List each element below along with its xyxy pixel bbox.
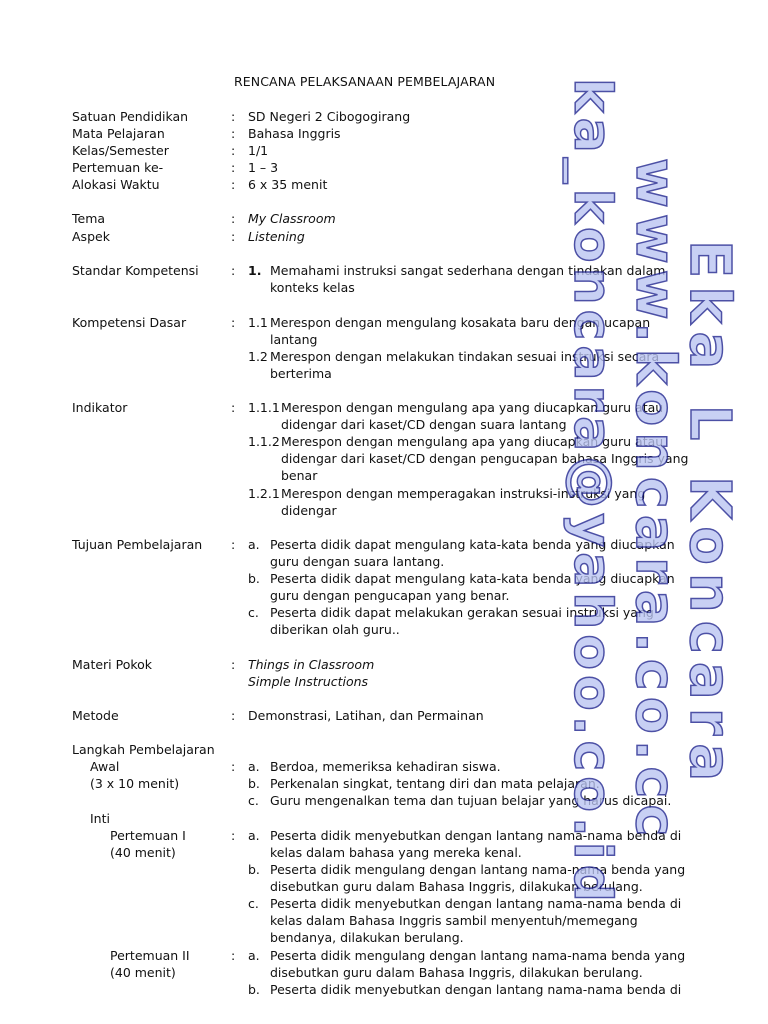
kd-label: Kompetensi Dasar: [72, 315, 187, 330]
alokasi-value: 6 x 35 menit: [248, 177, 328, 192]
standar-label: Standar Kompetensi: [72, 263, 199, 278]
item-letter: b.: [248, 776, 260, 791]
colon: :: [231, 109, 236, 124]
item-line: Perkenalan singkat, tentang diri dan mata pelajaran.: [270, 776, 600, 791]
colon: :: [231, 759, 236, 774]
item-line: Merespon dengan memperagakan instruksi-instruksi yang: [281, 486, 646, 501]
awal-time: (3 x 10 menit): [90, 776, 180, 791]
indikator-label: Indikator: [72, 400, 128, 415]
pertemuan-label: Pertemuan ke-: [72, 160, 164, 175]
kd-item: [248, 348, 659, 382]
item-letter: c.: [248, 896, 259, 911]
item-line: disebutkan guru dalam Bahasa Inggris, dilakukan berulang.: [270, 879, 643, 894]
item-letter: a.: [248, 948, 260, 963]
satuan-label: Satuan Pendidikan: [72, 109, 189, 124]
mapel-label: Mata Pelajaran: [72, 126, 165, 141]
aspek-value: Listening: [248, 229, 305, 244]
item-number: 1.1: [248, 315, 268, 330]
colon: :: [231, 657, 236, 672]
tujuan-item: [248, 570, 675, 604]
tema-label: Tema: [72, 211, 106, 226]
item-line: Peserta didik mengulang dengan lantang nama-nama benda yang: [270, 862, 686, 877]
tema-value: My Classroom: [248, 211, 336, 226]
item-number: 1.1.1: [248, 400, 280, 415]
item-letter: a.: [248, 828, 260, 843]
item-line: lantang: [270, 332, 318, 347]
item-line: berterima: [270, 366, 332, 381]
mapel-value: Bahasa Inggris: [248, 126, 341, 141]
item-line: Peserta didik dapat mengulang kata-kata benda yang diucapkan: [270, 571, 675, 586]
colon: :: [231, 828, 236, 843]
item-line: disebutkan guru dalam Bahasa Inggris, dilakukan berulang.: [270, 965, 643, 980]
item-line: Peserta didik menyebutkan dengan lantang nama-nama benda di: [270, 896, 682, 911]
colon: :: [231, 263, 236, 278]
colon: :: [231, 126, 236, 141]
awal-item: [248, 792, 671, 809]
item-line: Peserta didik menyebutkan dengan lantang nama-nama benda di: [270, 982, 682, 997]
pertemuan1-label: Pertemuan I: [110, 828, 186, 843]
materi-label: Materi Pokok: [72, 657, 153, 672]
pertemuan-value: 1 – 3: [248, 160, 279, 175]
item-line: Merespon dengan mengulang kosakata baru dengan ucapan: [270, 315, 651, 330]
pertemuan2-label: Pertemuan II: [110, 948, 190, 963]
metode-value: Demonstrasi, Latihan, dan Permainan: [248, 708, 484, 723]
awal-item: [248, 775, 600, 792]
awal-label: Awal: [90, 759, 120, 774]
item-line: diberikan olah guru..: [270, 622, 400, 637]
item-line: guru dengan suara lantang.: [270, 554, 445, 569]
item-line: bendanya, dilakukan berulang.: [270, 930, 464, 945]
colon: :: [231, 229, 236, 244]
aspek-label: Aspek: [72, 229, 110, 244]
indikator-item: [248, 399, 663, 433]
item-number: 1.2.1: [248, 486, 280, 501]
colon: :: [231, 400, 236, 415]
materi-value-1: Things in Classroom: [248, 657, 375, 672]
item-line: didengar dari kaset/CD dengan suara lantang: [281, 417, 567, 432]
item-line: Peserta didik dapat melakukan gerakan sesuai instruksi yang: [270, 605, 654, 620]
item-line: Berdoa, memeriksa kehadiran siswa.: [270, 759, 501, 774]
colon: :: [231, 160, 236, 175]
tujuan-item: [248, 604, 654, 638]
colon: :: [231, 143, 236, 158]
item-line: konteks kelas: [270, 280, 355, 295]
kd-item: [248, 314, 650, 348]
item-line: Peserta didik mengulang dengan lantang nama-nama benda yang: [270, 948, 686, 963]
item-line: Peserta didik dapat mengulang kata-kata benda yang diucapkan: [270, 537, 675, 552]
item-line: didengar dari kaset/CD dengan pengucapan bahasa Inggris yang: [281, 451, 689, 466]
item-letter: a.: [248, 537, 260, 552]
item-number: 1.: [248, 263, 262, 278]
indikator-item: [248, 433, 688, 484]
pertemuan2-time: (40 menit): [110, 965, 176, 980]
materi-value-2: Simple Instructions: [248, 674, 369, 689]
colon: :: [231, 177, 236, 192]
colon: :: [231, 315, 236, 330]
pertemuan2-item: [248, 981, 681, 998]
item-letter: a.: [248, 759, 260, 774]
item-line: Memahami instruksi sangat sederhana dengan tindakan dalam: [270, 263, 666, 278]
colon: :: [231, 537, 236, 552]
document-title: RENCANA PELAKSANAAN PEMBELAJARAN: [234, 74, 496, 89]
colon: :: [231, 708, 236, 723]
item-line: Guru mengenalkan tema dan tujuan belajar yang harus dicapai.: [270, 793, 672, 808]
kelas-value: 1/1: [248, 143, 269, 158]
langkah-label: Langkah Pembelajaran: [72, 742, 215, 757]
pertemuan1-time: (40 menit): [110, 845, 176, 860]
item-line: Merespon dengan mengulang apa yang diucapkan guru atau: [281, 434, 664, 449]
item-line: Merespon dengan melakukan tindakan sesuai instruksi secara: [270, 349, 660, 364]
item-line: didengar: [281, 503, 337, 518]
pertemuan1-item: [248, 861, 685, 895]
kelas-label: Kelas/Semester: [72, 143, 169, 158]
watermark-email: ka_koncara@yahoo.co.id: [562, 78, 622, 907]
watermark-author: Eka L Koncara: [677, 240, 742, 790]
item-letter: b.: [248, 862, 260, 877]
standar-item: [248, 262, 665, 296]
indikator-item: [248, 485, 645, 519]
colon: :: [231, 948, 236, 963]
item-line: benar: [281, 468, 318, 483]
item-line: kelas dalam Bahasa Inggris sambil menyentuh/memegang: [270, 913, 638, 928]
item-letter: b.: [248, 571, 260, 586]
metode-label: Metode: [72, 708, 119, 723]
item-line: guru dengan pengucapan yang benar.: [270, 588, 510, 603]
item-line: kelas dalam bahasa yang mereka kenal.: [270, 845, 522, 860]
item-line: Merespon dengan mengulang apa yang diucapkan guru atau: [281, 400, 664, 415]
watermark-website: www.koncara.co.cc: [624, 158, 687, 843]
item-number: 1.1.2: [248, 434, 280, 449]
satuan-value: SD Negeri 2 Cibogogirang: [248, 109, 411, 124]
item-letter: c.: [248, 793, 259, 808]
tujuan-label: Tujuan Pembelajaran: [72, 537, 203, 552]
tujuan-item: [248, 536, 675, 570]
item-number: 1.2: [248, 349, 268, 364]
pertemuan1-item: [248, 827, 681, 861]
item-letter: c.: [248, 605, 259, 620]
awal-item: [248, 758, 501, 775]
alokasi-label: Alokasi Waktu: [72, 177, 160, 192]
colon: :: [231, 211, 236, 226]
pertemuan1-item: [248, 895, 681, 946]
inti-label: Inti: [90, 811, 110, 826]
pertemuan2-item: [248, 947, 685, 981]
item-letter: b.: [248, 982, 260, 997]
item-line: Peserta didik menyebutkan dengan lantang nama-nama benda di: [270, 828, 682, 843]
